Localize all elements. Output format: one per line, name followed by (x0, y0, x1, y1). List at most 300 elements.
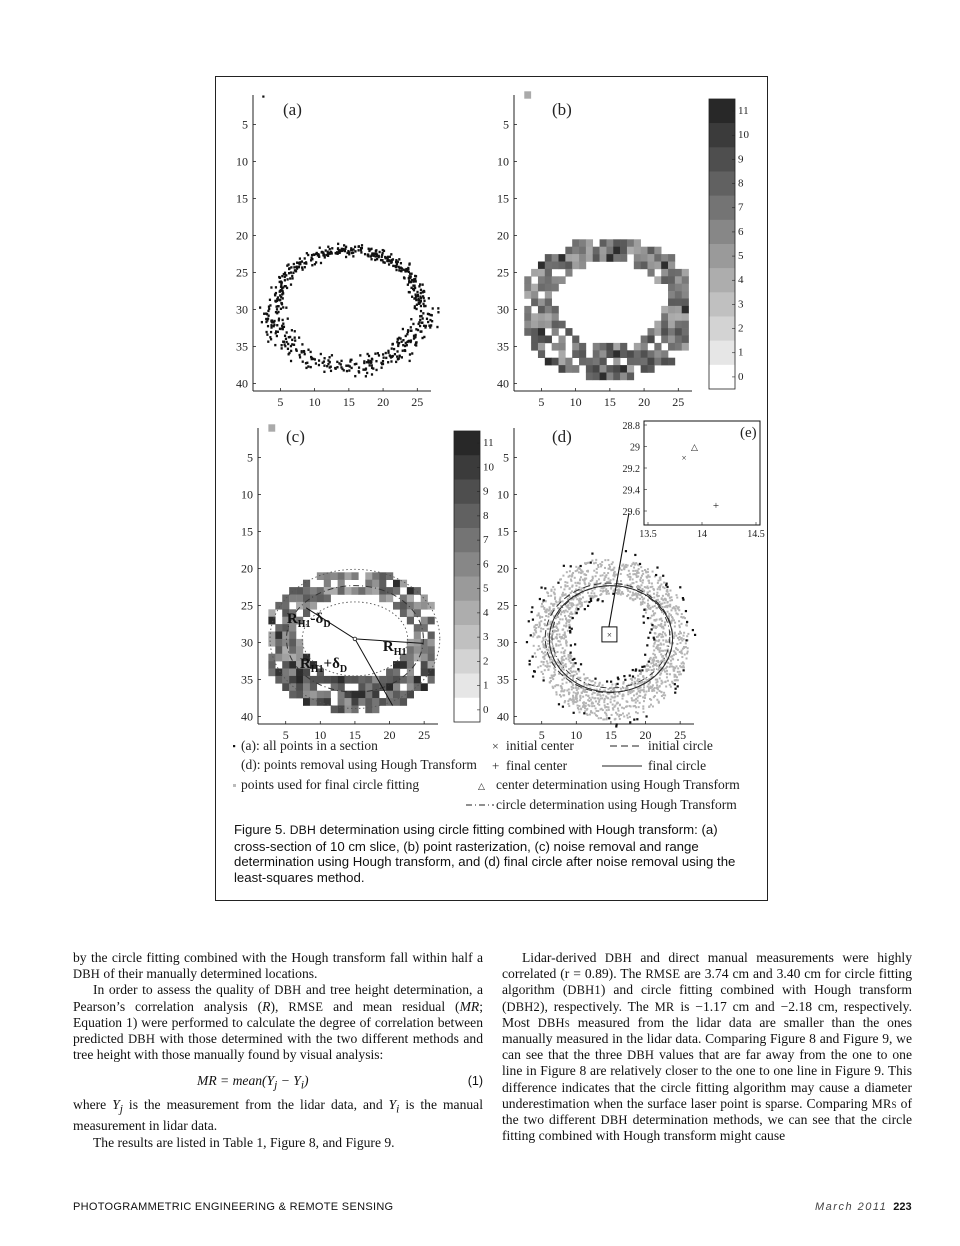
point-removed-d (562, 706, 564, 708)
raster-cell-b (572, 254, 579, 262)
point-used-d (541, 603, 543, 605)
scatter-point-a (436, 326, 438, 328)
scatter-point-a (409, 262, 411, 264)
point-used-d (568, 624, 570, 626)
scatter-point-a (383, 356, 385, 358)
scatter-point-a (391, 347, 393, 349)
point-used-d (560, 637, 562, 639)
point-used-d (607, 706, 609, 708)
point-used-d (597, 710, 599, 712)
scatter-point-a (259, 306, 261, 308)
scatter-point-a (277, 311, 279, 313)
raster-cell-c (310, 587, 317, 595)
raster-cell-b (675, 269, 682, 277)
raster-cell-c (331, 706, 338, 714)
scatter-point-a (369, 364, 371, 366)
raster-cell-b (579, 247, 586, 255)
radius-annotation-part: H1 (297, 618, 311, 630)
raster-cell-c (317, 595, 324, 603)
raster-cell-b (668, 269, 675, 277)
point-used-d (677, 679, 679, 681)
point-used-d (662, 586, 664, 588)
point-used-d (547, 665, 549, 667)
point-used-d (583, 673, 585, 675)
point-used-d (639, 691, 641, 693)
point-used-d (565, 610, 567, 612)
scatter-point-a (296, 267, 298, 269)
point-used-d (657, 624, 659, 626)
y-tick-label-c: 20 (241, 561, 253, 576)
point-used-d (642, 676, 644, 678)
point-used-d (540, 620, 542, 622)
point-used-d (629, 705, 631, 707)
point-used-d (687, 633, 689, 635)
point-removed-d (563, 565, 565, 567)
point-used-d (560, 651, 562, 653)
point-used-d (578, 670, 580, 672)
colorbar-cell-b (709, 172, 735, 196)
colorbar-label-b: 2 (738, 322, 744, 335)
point-removed-d (574, 643, 576, 645)
scatter-point-a (419, 319, 421, 321)
point-removed-d (692, 629, 694, 631)
raster-cell-b (668, 343, 675, 351)
scatter-point-a (337, 252, 339, 254)
scatter-point-a (276, 335, 278, 337)
point-used-d (614, 705, 616, 707)
point-used-d (573, 670, 575, 672)
point-used-d (660, 625, 662, 627)
point-used-d (609, 566, 611, 568)
y-tick-label-b: 30 (497, 302, 509, 317)
scatter-point-a (269, 299, 271, 301)
raster-cell-c (421, 624, 428, 632)
point-used-d (593, 570, 595, 572)
scatter-point-a (270, 331, 272, 333)
point-used-d (544, 619, 546, 621)
raster-cell-c (421, 654, 428, 662)
point-used-d (564, 689, 566, 691)
raster-cell-c (310, 595, 317, 603)
colorbar-label-c: 4 (483, 606, 489, 619)
raster-cell-b (634, 239, 641, 247)
scatter-point-a (378, 256, 380, 258)
raster-cell-b (579, 239, 586, 247)
scatter-point-a (359, 354, 361, 356)
point-used-d (663, 598, 665, 600)
scatter-point-a (371, 364, 373, 366)
scatter-point-a (409, 360, 411, 362)
paragraph-4 (73, 1135, 483, 1151)
point-used-d (545, 615, 547, 617)
raster-cell-c (296, 683, 303, 691)
raster-cell-b (565, 328, 572, 336)
point-used-d (561, 666, 563, 668)
point-used-d (541, 671, 543, 673)
point-used-d (576, 693, 578, 695)
point-used-d (687, 651, 689, 653)
scatter-point-a (322, 362, 324, 364)
scatter-point-a (265, 331, 267, 333)
raster-cell-c (421, 683, 428, 691)
raster-cell-b (559, 276, 566, 284)
raster-cell-c (282, 632, 289, 640)
point-used-d (661, 650, 663, 652)
x-tick-label-a: 15 (342, 395, 355, 409)
raster-cell-b (634, 254, 641, 262)
point-used-d (658, 702, 660, 704)
point-used-d (551, 647, 553, 649)
point-removed-d (642, 615, 644, 617)
raster-cell-b (654, 276, 661, 284)
scatter-point-a (277, 296, 279, 298)
point-used-d (672, 658, 674, 660)
raster-cell-b (545, 321, 552, 329)
point-used-d (664, 694, 666, 696)
point-removed-d (666, 586, 668, 588)
raster-cell-c (317, 698, 324, 706)
point-used-d (564, 631, 566, 633)
point-used-d (663, 697, 665, 699)
point-used-d (619, 718, 621, 720)
point-used-d (679, 636, 681, 638)
point-used-d (611, 714, 613, 716)
point-used-d (680, 616, 682, 618)
point-used-d (532, 636, 534, 638)
point-removed-d (666, 583, 668, 585)
point-used-d (656, 687, 658, 689)
raster-cell-c (386, 691, 393, 699)
point-used-d (637, 712, 639, 714)
scatter-point-a (267, 340, 269, 342)
point-used-d (670, 663, 672, 665)
scatter-point-a (296, 261, 298, 263)
point-used-d (556, 634, 558, 636)
scatter-point-a (285, 306, 287, 308)
point-used-d (634, 563, 636, 565)
eq-sub: i (300, 1080, 304, 1093)
raster-cell-b (545, 336, 552, 344)
point-used-d (666, 676, 668, 678)
scatter-point-a (274, 344, 276, 346)
raster-cell-c (358, 676, 365, 684)
y-tick-label-c: 25 (241, 598, 253, 613)
point-used-d (686, 657, 688, 659)
point-used-d (633, 694, 635, 696)
point-used-d (682, 665, 684, 667)
point-used-d (575, 687, 577, 689)
point-used-d (600, 575, 602, 577)
point-used-d (653, 649, 655, 651)
raster-cell-c (268, 632, 275, 640)
point-used-d (642, 573, 644, 575)
eq-part: − Y (277, 1073, 301, 1089)
point-used-d (664, 681, 666, 683)
scatter-point-a (374, 352, 376, 354)
raster-cell-c (365, 691, 372, 699)
y-tick-label-d: 15 (497, 524, 509, 539)
scatter-point-a (385, 357, 387, 359)
scatter-point-a (367, 254, 369, 256)
point-used-d (591, 560, 593, 562)
point-used-d (678, 620, 680, 622)
colorbar-cell-b (709, 365, 735, 389)
point-used-d (620, 580, 622, 582)
raster-cell-c (407, 683, 414, 691)
point-removed-d (569, 626, 571, 628)
point-used-d (544, 651, 546, 653)
legend-marker-final-center: + (492, 758, 500, 773)
legend-initial-circle: initial circle (648, 738, 713, 753)
scatter-point-a (287, 343, 289, 345)
raster-cell-b (641, 254, 648, 262)
point-used-d (571, 671, 573, 673)
raster-cell-c (275, 632, 282, 640)
point-used-d (636, 572, 638, 574)
point-used-d (593, 705, 595, 707)
raster-cell-c (407, 676, 414, 684)
scatter-point-a (303, 351, 305, 353)
raster-cell-b (654, 262, 661, 270)
raster-cell-c (393, 683, 400, 691)
point-used-d (564, 581, 566, 583)
point-used-d (681, 650, 683, 652)
raster-cell-c (345, 698, 352, 706)
point-used-d (666, 589, 668, 591)
point-used-d (622, 713, 624, 715)
point-removed-d (645, 715, 647, 717)
point-used-d (543, 607, 545, 609)
text: and direct manual measurements were highly correlated (r = 0.89). The (502, 950, 912, 982)
point-used-d (649, 666, 651, 668)
point-used-d (595, 572, 597, 574)
scatter-point-a (262, 95, 264, 97)
scatter-point-a (401, 356, 403, 358)
point-used-d (595, 559, 597, 561)
raster-cell-c (324, 676, 331, 684)
raster-cell-c (282, 676, 289, 684)
point-used-d (661, 597, 663, 599)
point-used-d (541, 616, 543, 618)
point-used-d (553, 591, 555, 593)
point-removed-d (532, 656, 534, 658)
point-used-d (541, 661, 543, 663)
point-used-d (634, 681, 636, 683)
point-used-d (569, 570, 571, 572)
point-used-d (658, 649, 660, 651)
point-used-d (566, 645, 568, 647)
point-used-d (671, 681, 673, 683)
point-used-d (606, 591, 608, 593)
scatter-point-a (287, 348, 289, 350)
figure-5 (215, 76, 768, 901)
scatter-point-a (422, 303, 424, 305)
point-used-d (560, 644, 562, 646)
raster-cell-c (393, 661, 400, 669)
point-used-d (623, 695, 625, 697)
scatter-point-a (385, 352, 387, 354)
point-used-d (670, 596, 672, 598)
raster-cell-b (579, 350, 586, 358)
point-used-d (549, 677, 551, 679)
raster-cell-b (613, 373, 620, 381)
scatter-point-a (418, 285, 420, 287)
text: is the measurement from the lidar data, and (122, 1097, 389, 1113)
point-used-d (664, 671, 666, 673)
point-used-d (567, 585, 569, 587)
point-removed-d (583, 712, 585, 714)
point-used-d (655, 682, 657, 684)
point-used-d (552, 586, 554, 588)
scatter-point-a (375, 249, 377, 251)
raster-cell-b (648, 336, 655, 344)
point-used-d (535, 627, 537, 629)
point-used-d (656, 660, 658, 662)
point-used-d (598, 683, 600, 685)
scatter-point-a (284, 345, 286, 347)
scatter-point-a (412, 323, 414, 325)
point-used-d (622, 564, 624, 566)
point-used-d (554, 685, 556, 687)
point-used-d (659, 588, 661, 590)
point-used-d (640, 577, 642, 579)
colorbar-label-b: 11 (738, 104, 749, 117)
raster-cell-b (682, 328, 689, 336)
point-used-d (638, 678, 640, 680)
scatter-point-a (336, 361, 338, 363)
point-removed-d (531, 611, 533, 613)
raster-cell-b (593, 358, 600, 366)
y-tick-label-d: 20 (497, 561, 509, 576)
point-used-d (555, 643, 557, 645)
raster-cell-b (654, 247, 661, 255)
scatter-point-a (403, 276, 405, 278)
point-used-d (638, 706, 640, 708)
scatter-point-a (381, 254, 383, 256)
point-used-d (639, 594, 641, 596)
scatter-point-a (285, 338, 287, 340)
raster-cell-b (531, 291, 538, 299)
colorbar-cell-b (709, 99, 735, 123)
point-used-d (589, 679, 591, 681)
point-used-d (549, 659, 551, 661)
scatter-point-a (279, 290, 281, 292)
point-used-d (542, 656, 544, 658)
scatter-point-a (278, 317, 280, 319)
raster-cell-b (620, 247, 627, 255)
colorbar-cell-c (454, 504, 480, 529)
raster-cell-b (552, 321, 559, 329)
point-used-d (678, 633, 680, 635)
point-used-d (614, 718, 616, 720)
point-used-d (562, 683, 564, 685)
point-used-d (662, 636, 664, 638)
point-used-d (566, 582, 568, 584)
scatter-point-a (290, 345, 292, 347)
point-used-d (569, 575, 571, 577)
scatter-point-a (306, 362, 308, 364)
raster-cell-b (559, 262, 566, 270)
point-used-d (672, 617, 674, 619)
point-used-d (565, 622, 567, 624)
scatter-point-a (274, 293, 276, 295)
point-used-d (600, 590, 602, 592)
point-used-d (673, 619, 675, 621)
radius-annotation-part: D (323, 618, 331, 630)
x-tick-label-a: 10 (308, 395, 321, 409)
point-used-d (562, 600, 564, 602)
point-used-d (639, 689, 641, 691)
radius-annotation-part: R (286, 610, 298, 627)
scatter-point-a (294, 336, 296, 338)
point-used-d (681, 640, 683, 642)
x-tick-label-b: 10 (569, 395, 582, 409)
point-removed-d (543, 679, 545, 681)
scatter-point-a (345, 365, 347, 367)
raster-cell-b (682, 299, 689, 307)
raster-cell-b (579, 254, 586, 262)
point-used-d (566, 571, 568, 573)
point-used-d (677, 671, 679, 673)
raster-cell-b (538, 321, 545, 329)
scatter-point-a (415, 334, 417, 336)
raster-cell-c (296, 595, 303, 603)
scatter-point-a (414, 293, 416, 295)
scatter-point-a (420, 292, 422, 294)
scatter-point-a (301, 343, 303, 345)
point-used-d (614, 571, 616, 573)
point-used-d (563, 659, 565, 661)
point-used-d (644, 697, 646, 699)
point-used-d (579, 696, 581, 698)
radius-annotation-part: +δ (323, 655, 340, 672)
point-used-d (604, 690, 606, 692)
point-used-d (615, 683, 617, 685)
point-removed-d (576, 612, 578, 614)
point-used-d (571, 686, 573, 688)
scatter-point-a (345, 256, 347, 258)
panel-label-a: (a) (283, 100, 302, 119)
point-used-d (585, 578, 587, 580)
scatter-point-a (416, 304, 418, 306)
point-used-d (573, 691, 575, 693)
scatter-point-a (321, 251, 323, 253)
point-used-d (581, 587, 583, 589)
raster-cell-c (296, 646, 303, 654)
point-used-d (651, 689, 653, 691)
point-used-d (671, 609, 673, 611)
raster-cell-c (407, 669, 414, 677)
point-used-d (570, 675, 572, 677)
raster-cell-c (345, 676, 352, 684)
point-used-d (534, 652, 536, 654)
text: measured from the lidar data are smaller than the ones manually measured in the lidar data. Comparing Figure 8 and Figure 9, we can see that the three (502, 1014, 913, 1063)
equation-body (197, 1073, 309, 1094)
scatter-point-a (406, 341, 408, 343)
scatter-point-a (284, 279, 286, 281)
point-used-d (614, 583, 616, 585)
point-used-d (621, 707, 623, 709)
point-used-d (578, 571, 580, 573)
radius-annotation-part: D (339, 663, 348, 675)
point-used-d (563, 588, 565, 590)
point-used-d (545, 639, 547, 641)
colorbar-label-b: 7 (738, 201, 744, 214)
raster-cell-b (620, 254, 627, 262)
point-used-d (563, 655, 565, 657)
scatter-point-a (282, 290, 284, 292)
raster-cell-c (372, 572, 379, 580)
